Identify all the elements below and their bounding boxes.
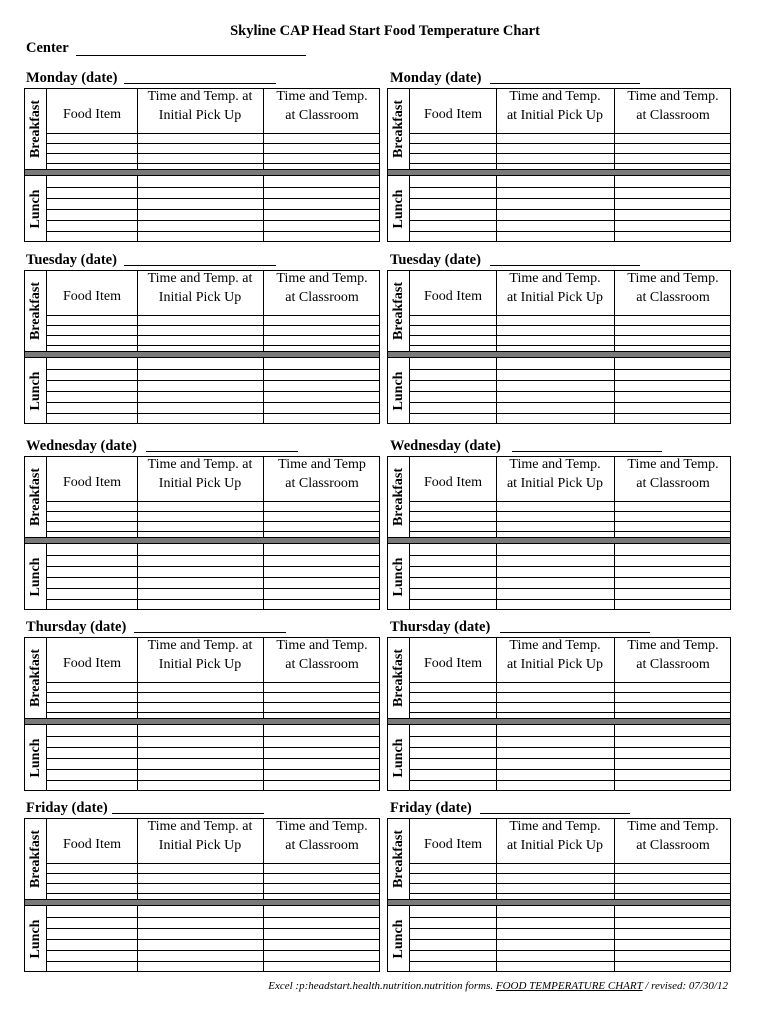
breakfast-section-label: [25, 638, 47, 718]
food-item-header: [410, 287, 496, 306]
pickup-header-line1: Time and Temp. at: [147, 819, 253, 834]
pickup-header-line2: Initial Pick Up: [158, 290, 242, 305]
date-input-line[interactable]: [490, 83, 640, 84]
pickup-header-line1: Time and Temp.: [509, 457, 601, 472]
classroom-header-line2: at Classroom: [285, 838, 359, 853]
table-row[interactable]: [410, 315, 730, 316]
table-row[interactable]: [410, 231, 730, 232]
table-row[interactable]: [47, 961, 379, 962]
table-row[interactable]: [410, 769, 730, 770]
table-row[interactable]: [47, 380, 379, 381]
table-row[interactable]: [47, 917, 379, 918]
section-separator: [25, 351, 379, 358]
classroom-header: [614, 636, 732, 674]
table-row[interactable]: [410, 521, 730, 522]
temperature-grid-right: [387, 88, 731, 242]
table-row[interactable]: [47, 758, 379, 759]
temperature-grid-left: [24, 637, 380, 791]
section-separator: [25, 537, 379, 544]
table-row[interactable]: [47, 928, 379, 929]
pickup-header: [496, 455, 614, 493]
table-row[interactable]: [410, 198, 730, 199]
table-row[interactable]: [410, 402, 730, 403]
classroom-header: [614, 455, 732, 493]
day-label-2-left: Tuesday (date): [26, 252, 117, 268]
lunch-section-label: [25, 358, 47, 423]
table-row[interactable]: [47, 566, 379, 567]
table-row[interactable]: [47, 153, 379, 154]
temperature-grid-right: [387, 270, 731, 424]
classroom-header: [263, 455, 381, 493]
table-row[interactable]: [47, 133, 379, 134]
day-label-5-right: Friday (date): [390, 800, 472, 816]
table-row[interactable]: [47, 209, 379, 210]
food-item-header-text: Food Item: [424, 475, 482, 490]
table-row[interactable]: [410, 555, 730, 556]
breakfast-label-text: Breakfast: [27, 467, 43, 527]
date-input-line[interactable]: [146, 451, 298, 452]
table-row[interactable]: [410, 133, 730, 134]
table-row[interactable]: [47, 702, 379, 703]
breakfast-section-label: [388, 819, 410, 899]
classroom-header: [263, 269, 381, 307]
table-row[interactable]: [47, 780, 379, 781]
table-row[interactable]: [47, 682, 379, 683]
pickup-header-line2: Initial Pick Up: [158, 476, 242, 491]
table-row[interactable]: [47, 712, 379, 713]
table-row[interactable]: [47, 577, 379, 578]
table-row[interactable]: [410, 391, 730, 392]
classroom-header: [263, 636, 381, 674]
lunch-label-text: Lunch: [390, 371, 406, 410]
footer-doc-name: FOOD TEMPERATURE CHART: [495, 980, 643, 992]
pickup-header-line2: at Initial Pick Up: [506, 838, 604, 853]
table-row[interactable]: [410, 917, 730, 918]
food-item-header-text: Food Item: [424, 289, 482, 304]
pickup-header-line2: Initial Pick Up: [158, 108, 242, 123]
food-item-header: [410, 105, 496, 124]
food-item-header: [410, 654, 496, 673]
food-item-header: [47, 105, 137, 124]
table-row[interactable]: [410, 599, 730, 600]
lunch-section-label: [388, 358, 410, 423]
table-row[interactable]: [410, 531, 730, 532]
temperature-grid-right: [387, 456, 731, 610]
pickup-header-line2: at Initial Pick Up: [506, 108, 604, 123]
pickup-header-line1: Time and Temp.: [509, 271, 601, 286]
breakfast-label-text: Breakfast: [390, 281, 406, 341]
lunch-section-label: [25, 544, 47, 609]
pickup-header-line2: Initial Pick Up: [158, 838, 242, 853]
table-row[interactable]: [47, 187, 379, 188]
footer-suffix: / revised: 07/30/12: [642, 980, 728, 992]
table-row[interactable]: [47, 692, 379, 693]
section-separator: [25, 718, 379, 725]
table-row[interactable]: [47, 950, 379, 951]
food-item-header-text: Food Item: [63, 656, 121, 671]
date-input-line[interactable]: [112, 813, 264, 814]
temperature-grid-left: [24, 270, 380, 424]
lunch-label-text: Lunch: [27, 919, 43, 958]
breakfast-label-text: Breakfast: [390, 648, 406, 708]
table-row[interactable]: [410, 928, 730, 929]
pickup-header-line1: Time and Temp. at: [147, 638, 253, 653]
table-row[interactable]: [410, 187, 730, 188]
table-row[interactable]: [47, 345, 379, 346]
table-row[interactable]: [410, 143, 730, 144]
date-input-line[interactable]: [500, 632, 650, 633]
date-input-line[interactable]: [124, 83, 276, 84]
pickup-header-line1: Time and Temp.: [509, 819, 601, 834]
day-label-5-left: Friday (date): [26, 800, 108, 816]
lunch-section-label: [25, 906, 47, 971]
breakfast-section-label: [25, 89, 47, 169]
table-row[interactable]: [410, 780, 730, 781]
table-row[interactable]: [47, 315, 379, 316]
section-separator: [388, 169, 730, 176]
food-item-header-text: Food Item: [63, 837, 121, 852]
table-row[interactable]: [47, 883, 379, 884]
table-row[interactable]: [410, 380, 730, 381]
lunch-label-text: Lunch: [390, 557, 406, 596]
table-row[interactable]: [410, 209, 730, 210]
table-row[interactable]: [47, 531, 379, 532]
classroom-header-line2: at Classroom: [636, 290, 710, 305]
classroom-header-line1: Time and Temp.: [627, 457, 719, 472]
classroom-header-line1: Time and Temp.: [276, 271, 368, 286]
lunch-label-text: Lunch: [390, 919, 406, 958]
breakfast-section-label: [388, 457, 410, 537]
pickup-header-line1: Time and Temp. at: [147, 89, 253, 104]
section-separator: [388, 351, 730, 358]
breakfast-label-text: Breakfast: [390, 99, 406, 159]
pickup-header: [137, 636, 263, 674]
classroom-header-line1: Time and Temp.: [276, 89, 368, 104]
table-row[interactable]: [410, 153, 730, 154]
classroom-header-line2: at Classroom: [636, 838, 710, 853]
food-item-header: [47, 473, 137, 492]
classroom-header: [263, 87, 381, 125]
food-item-header: [410, 473, 496, 492]
section-separator: [25, 169, 379, 176]
day-label-3-left: Wednesday (date): [26, 438, 137, 454]
classroom-header-line2: at Classroom: [636, 108, 710, 123]
classroom-header-line1: Time and Temp.: [276, 638, 368, 653]
table-row[interactable]: [410, 413, 730, 414]
lunch-label-text: Lunch: [27, 371, 43, 410]
table-row[interactable]: [47, 893, 379, 894]
center-label: Center: [26, 40, 69, 56]
day-label-1-right: Monday (date): [390, 70, 482, 86]
table-row[interactable]: [410, 961, 730, 962]
section-separator: [388, 718, 730, 725]
table-row[interactable]: [47, 369, 379, 370]
date-input-line[interactable]: [480, 813, 630, 814]
lunch-label-text: Lunch: [390, 738, 406, 777]
food-item-header-text: Food Item: [63, 475, 121, 490]
table-row[interactable]: [47, 231, 379, 232]
classroom-header-line2: at Classroom: [285, 657, 359, 672]
footer-note: [268, 980, 728, 992]
table-row[interactable]: [410, 369, 730, 370]
temperature-grid-right: [387, 818, 731, 972]
pickup-header-line1: Time and Temp. at: [147, 457, 253, 472]
classroom-header: [263, 817, 381, 855]
day-label-2-right: Tuesday (date): [390, 252, 481, 268]
pickup-header-line1: Time and Temp.: [509, 89, 601, 104]
table-row[interactable]: [47, 402, 379, 403]
lunch-label-text: Lunch: [390, 189, 406, 228]
table-row[interactable]: [47, 736, 379, 737]
section-separator: [388, 899, 730, 906]
breakfast-label-text: Breakfast: [27, 281, 43, 341]
pickup-header: [137, 455, 263, 493]
breakfast-section-label: [25, 271, 47, 351]
food-item-header-text: Food Item: [424, 837, 482, 852]
pickup-header: [496, 817, 614, 855]
breakfast-label-text: Breakfast: [390, 829, 406, 889]
food-item-header: [47, 654, 137, 673]
table-row[interactable]: [410, 736, 730, 737]
table-row[interactable]: [410, 325, 730, 326]
table-row[interactable]: [410, 873, 730, 874]
date-input-line[interactable]: [124, 265, 276, 266]
pickup-header: [137, 87, 263, 125]
table-row[interactable]: [47, 521, 379, 522]
page-title: Skyline CAP Head Start Food Temperature Chart: [230, 23, 540, 39]
day-label-4-right: Thursday (date): [390, 619, 491, 635]
breakfast-section-label: [388, 271, 410, 351]
lunch-section-label: [388, 906, 410, 971]
breakfast-section-label: [388, 89, 410, 169]
table-row[interactable]: [410, 566, 730, 567]
day-label-3-right: Wednesday (date): [390, 438, 501, 454]
table-row[interactable]: [47, 939, 379, 940]
pickup-header-line1: Time and Temp. at: [147, 271, 253, 286]
classroom-header-line1: Time and Temp.: [627, 89, 719, 104]
food-item-header: [47, 835, 137, 854]
table-row[interactable]: [410, 163, 730, 164]
table-row[interactable]: [410, 577, 730, 578]
table-row[interactable]: [47, 220, 379, 221]
temperature-grid-left: [24, 818, 380, 972]
classroom-header-line1: Time and Temp.: [627, 638, 719, 653]
table-row[interactable]: [410, 863, 730, 864]
lunch-section-label: [388, 544, 410, 609]
classroom-header-line1: Time and Temp.: [276, 819, 368, 834]
table-row[interactable]: [47, 325, 379, 326]
table-row[interactable]: [47, 873, 379, 874]
lunch-label-text: Lunch: [27, 189, 43, 228]
table-row[interactable]: [47, 335, 379, 336]
table-row[interactable]: [410, 588, 730, 589]
table-row[interactable]: [410, 758, 730, 759]
table-row[interactable]: [47, 599, 379, 600]
day-label-4-left: Thursday (date): [26, 619, 127, 635]
table-row[interactable]: [410, 692, 730, 693]
table-row[interactable]: [410, 950, 730, 951]
pickup-header-line2: at Initial Pick Up: [506, 290, 604, 305]
food-item-header: [47, 287, 137, 306]
classroom-header: [614, 87, 732, 125]
temperature-grid-left: [24, 456, 380, 610]
breakfast-section-label: [388, 638, 410, 718]
food-item-header-text: Food Item: [424, 107, 482, 122]
classroom-header-line1: Time and Temp.: [627, 819, 719, 834]
table-row[interactable]: [410, 893, 730, 894]
classroom-header-line2: at Classroom: [636, 476, 710, 491]
table-row[interactable]: [47, 555, 379, 556]
temperature-grid-right: [387, 637, 731, 791]
date-input-line[interactable]: [512, 451, 662, 452]
table-row[interactable]: [47, 501, 379, 502]
table-row[interactable]: [410, 335, 730, 336]
breakfast-section-label: [25, 457, 47, 537]
date-input-line[interactable]: [490, 265, 640, 266]
table-row[interactable]: [47, 163, 379, 164]
pickup-header: [137, 817, 263, 855]
lunch-section-label: [25, 725, 47, 790]
table-row[interactable]: [410, 939, 730, 940]
food-item-header: [410, 835, 496, 854]
date-input-line[interactable]: [134, 632, 286, 633]
table-row[interactable]: [47, 747, 379, 748]
table-row[interactable]: [47, 198, 379, 199]
table-row[interactable]: [47, 143, 379, 144]
table-row[interactable]: [410, 220, 730, 221]
classroom-header-line1: Time and Temp: [278, 457, 366, 472]
table-row[interactable]: [47, 511, 379, 512]
food-item-header-text: Food Item: [63, 289, 121, 304]
classroom-header-line2: at Classroom: [285, 290, 359, 305]
pickup-header-line2: at Initial Pick Up: [506, 657, 604, 672]
pickup-header-line1: Time and Temp.: [509, 638, 601, 653]
table-row[interactable]: [410, 345, 730, 346]
lunch-label-text: Lunch: [27, 557, 43, 596]
table-row[interactable]: [47, 413, 379, 414]
food-item-header-text: Food Item: [424, 656, 482, 671]
lunch-section-label: [388, 176, 410, 241]
pickup-header: [137, 269, 263, 307]
classroom-header-line2: at Classroom: [636, 657, 710, 672]
section-separator: [25, 899, 379, 906]
classroom-header: [614, 817, 732, 855]
pickup-header-line2: at Initial Pick Up: [506, 476, 604, 491]
table-row[interactable]: [410, 712, 730, 713]
pickup-header-line2: Initial Pick Up: [158, 657, 242, 672]
section-separator: [388, 537, 730, 544]
table-row[interactable]: [410, 883, 730, 884]
breakfast-label-text: Breakfast: [27, 99, 43, 159]
temperature-grid-left: [24, 88, 380, 242]
table-row[interactable]: [410, 747, 730, 748]
food-item-header-text: Food Item: [63, 107, 121, 122]
classroom-header-line2: at Classroom: [285, 476, 359, 491]
lunch-section-label: [388, 725, 410, 790]
table-row[interactable]: [410, 702, 730, 703]
lunch-section-label: [25, 176, 47, 241]
classroom-header-line2: at Classroom: [285, 108, 359, 123]
footer-prefix: Excel :p:headstart.health.nutrition.nutrition forms.: [268, 980, 496, 992]
pickup-header: [496, 269, 614, 307]
breakfast-label-text: Breakfast: [27, 829, 43, 889]
pickup-header: [496, 87, 614, 125]
breakfast-section-label: [25, 819, 47, 899]
table-row[interactable]: [410, 501, 730, 502]
classroom-header: [614, 269, 732, 307]
classroom-header-line1: Time and Temp.: [627, 271, 719, 286]
table-row[interactable]: [47, 391, 379, 392]
table-row[interactable]: [47, 863, 379, 864]
table-row[interactable]: [410, 682, 730, 683]
day-label-1-left: Monday (date): [26, 70, 118, 86]
breakfast-label-text: Breakfast: [390, 467, 406, 527]
table-row[interactable]: [410, 511, 730, 512]
table-row[interactable]: [47, 588, 379, 589]
lunch-label-text: Lunch: [27, 738, 43, 777]
breakfast-label-text: Breakfast: [27, 648, 43, 708]
pickup-header: [496, 636, 614, 674]
center-input-line[interactable]: [76, 55, 306, 56]
table-row[interactable]: [47, 769, 379, 770]
